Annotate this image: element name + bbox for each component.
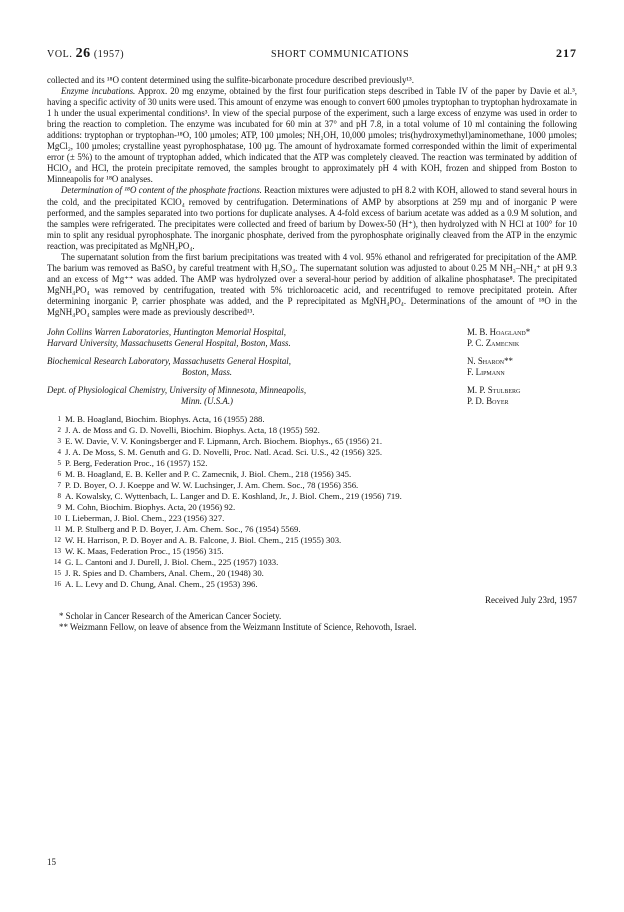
received-date: Received July 23rd, 1957 bbox=[485, 595, 577, 606]
reference: 3 E. W. Davie, V. V. Koningsberger and F. Lipmann, Arch. Biochem. Biophys., 65 (1956) 21. bbox=[57, 436, 383, 447]
reference: 13 W. K. Maas, Federation Proc., 15 (1956) 315. bbox=[54, 546, 224, 557]
author-name: P. C. Zamecnik bbox=[467, 338, 520, 349]
paragraph-1: collected and its ¹⁸O content determined using the sulfite-bicarbonate procedure described previously¹³. bbox=[47, 75, 414, 85]
author-name: M. B. Hoagland* bbox=[467, 327, 531, 338]
reference: 11 M. P. Stulberg and P. D. Boyer, J. Am. Chem. Soc., 76 (1954) 5569. bbox=[54, 524, 301, 535]
references bbox=[47, 414, 577, 590]
reference: 6 M. B. Hoagland, E. B. Keller and P. C. Zamecnik, J. Biol. Chem., 218 (1956) 345. bbox=[57, 469, 352, 480]
reference: 12 W. H. Harrison, P. D. Boyer and A. B. Falcone, J. Biol. Chem., 215 (1955) 303. bbox=[54, 535, 342, 546]
subheading-enzyme-incubations: Enzyme incubations. bbox=[61, 86, 136, 97]
reference: 8 A. Kowalsky, C. Wyttenbach, L. Langer and D. E. Koshland, Jr., J. Biol. Chem., 219 (1956) 719. bbox=[57, 491, 402, 502]
reference: 14 G. L. Cantoni and J. Durell, J. Biol. Chem., 225 (1957) 1033. bbox=[54, 557, 279, 568]
running-header bbox=[47, 46, 577, 62]
paragraph-determination: Determination of ¹⁸O content of the phosphate fractions. Reaction mixtures were adjusted to pH 8.2 with KOH, allowed to stand several hours in the cold, and the precipitated KClO₄ removed by centrifugation. Determinations of AMP by absorptions at 259 mµ and of inorganic P were performed, and the samples separated into two portions for duplicate analyses. A 4-fold excess of barium acetate was added as a 0.9 M solution, and the samples were refrigerated. The precipitates were collected and freed of barium by Dowex-50 (H⁺), then hydrolyzed with N HCl at 100° for 10 min to split any residual pyrophosphate. The inorganic phosphate, derived from the pyrophosphate originally cleaved from the ATP in the enzymic reaction, was precipitated as MgNH₄PO₄. bbox=[47, 185, 577, 251]
reference: 10 I. Lieberman, J. Biol. Chem., 223 (1956) 327. bbox=[54, 513, 225, 524]
footnote: * Scholar in Cancer Research of the American Cancer Society. bbox=[59, 611, 282, 622]
footer-page-number: 15 bbox=[47, 857, 56, 867]
subheading-determination: Determination of ¹⁸O content of the phosphate fractions. bbox=[61, 185, 262, 196]
reference: 9 M. Cohn, Biochim. Biophys. Acta, 20 (1956) 92. bbox=[57, 502, 236, 513]
volume-label: VOL. 26 (1957) bbox=[47, 46, 125, 61]
footnotes bbox=[47, 611, 577, 633]
author-name: M. P. Stulberg bbox=[467, 385, 521, 396]
page bbox=[47, 46, 577, 633]
article-body bbox=[47, 75, 577, 318]
paragraph-supernatant: The supernatant solution from the first barium precipitations was treated with 4 vol. 95% ethanol and refrigerated for precipitation of the AMP. The barium was removed as BaSO₄ by careful treatment with H₂SO₄. The supernatant solution was adjusted to about 0.25 M NH₃–NH₄⁺ at pH 9.3 and an excess of Mg⁺⁺ was added. The AMP was hydrolyzed over a several-hour period by addition of alkaline phosphatase⁸. The precipitated MgNH₄PO₄ was removed by centrifugation, treated with 5% trichloroacetic acid, and recentrifuged to remove precipitated protein. After determining inorganic P, carrier phosphate was added, and the P reprecipitated as MgNH₄PO₄. Determinations of the amount of ¹⁸O in the MgNH₄PO₄ samples were made as previously described¹³. bbox=[47, 251, 577, 317]
affiliations bbox=[47, 327, 577, 407]
reference: 7 P. D. Boyer, O. J. Koeppe and W. W. Luchsinger, J. Am. Chem. Soc., 78 (1956) 356. bbox=[57, 480, 359, 491]
reference: 5 P. Berg, Federation Proc., 16 (1957) 152. bbox=[57, 458, 208, 469]
section-title: SHORT COMMUNICATIONS bbox=[270, 49, 410, 60]
reference: 15 J. R. Spies and D. Chambers, Anal. Chem., 20 (1948) 30. bbox=[54, 568, 264, 579]
footnote: ** Weizmann Fellow, on leave of absence from the Weizmann Institute of Science, Rehovoth, Israel. bbox=[59, 622, 417, 633]
author-name: P. D. Boyer bbox=[467, 396, 509, 407]
reference: 4 J. A. De Moss, S. M. Genuth and G. D. Novelli, Proc. Natl. Acad. Sci. U.S., 42 (1956) 325. bbox=[57, 447, 383, 458]
reference: 1 M. B. Hoagland, Biochim. Biophys. Acta, 16 (1955) 288. bbox=[57, 414, 265, 425]
affiliation-block: Biochemical Research Laboratory, Massachusetts General Hospital, Boston, Mass. N. Sharon** F. Lipmann bbox=[47, 356, 513, 378]
author-name: F. Lipmann bbox=[467, 367, 505, 378]
author-name: N. Sharon** bbox=[467, 356, 513, 367]
paragraph-enzyme-incubations: Enzyme incubations. Approx. 20 mg enzyme, obtained by the first four purification steps described in Table IV of the paper by Davie et al.³, having a specific activity of 30 units were used. This amount of enzyme was enough to convert 600 µmoles tryptophan to tryptophan hydroxamate in 1 h under the usual experimental conditions³. In view of the special purpose of the experiment, such a large excess of enzyme was used in order to bring the reaction to completion. The enzyme was incubated for 60 min at 37° and pH 7.8, in a total volume of 10 ml containing the following additions: tryptophan or tryptophan-¹⁸O, 100 µmoles; ATP, 100 µmoles; NH₂OH, 10,000 µmoles; tris(hydroxymethyl)aminomethane, 1000 µmoles; MgCl₂, 100 µmoles; crystalline yeast pyrophosphatase, 100 µg. The amount of hydroxamate formed corresponded within the limit of experimental error (± 5%) to the amount of tryptophan added, which indicated that the ATP was completely cleaved. The reaction was terminated by addition of HClO₄ and HCl, the protein precipitate removed, the samples brought to approximately pH 4 with KOH, frozen and shipped from Boston to Minneapolis for ¹⁸O analyses. bbox=[47, 86, 577, 185]
page-number: 217 bbox=[555, 46, 577, 60]
affiliation-block: John Collins Warren Laboratories, Huntington Memorial Hospital, Harvard University, Massachusetts General Hospital, Boston, Mass. M. B. Hoagland* P. C. Zamecnik bbox=[47, 327, 531, 349]
affiliation-block: Dept. of Physiological Chemistry, University of Minnesota, Minneapolis, Minn. (U.S.A.) M. P. Stulberg P. D. Boyer bbox=[47, 385, 521, 407]
reference: 2 J. A. de Moss and G. D. Novelli, Biochim. Biophys. Acta, 18 (1955) 592. bbox=[57, 425, 320, 436]
reference: 16 A. L. Levy and D. Chung, Anal. Chem., 25 (1953) 396. bbox=[54, 579, 258, 590]
